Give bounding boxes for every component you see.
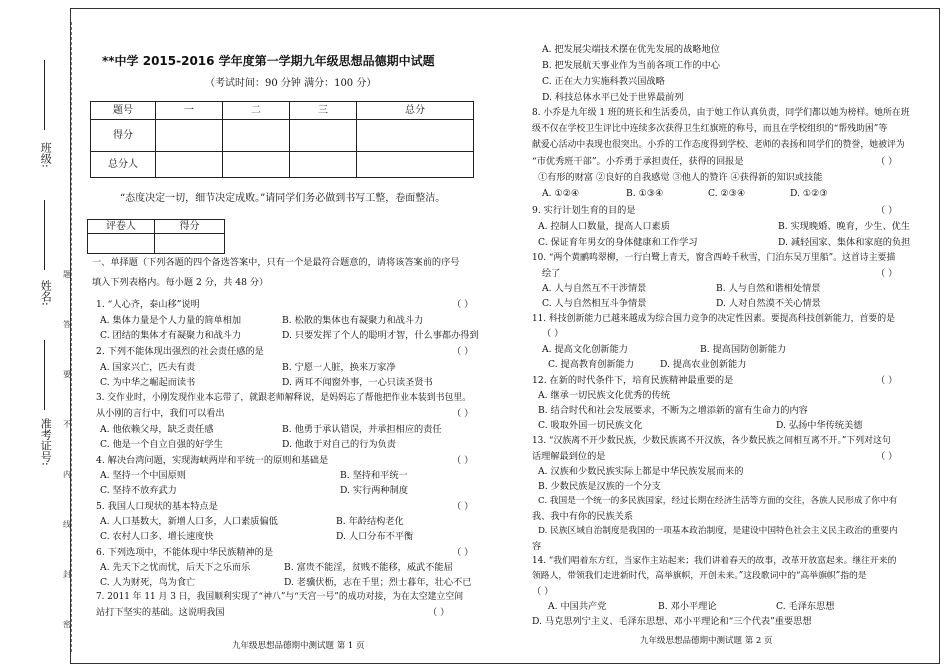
footer-right: 九年级思想品德期中测试题 第 2 页: [640, 636, 773, 646]
option: A. 国家兴亡，匹夫有责: [100, 362, 196, 373]
score-header-cell: 二: [223, 102, 290, 120]
grader-label: 评卷人: [88, 220, 155, 234]
answer-bracket[interactable]: （ ）: [452, 408, 474, 419]
answer-bracket[interactable]: （ ）: [452, 455, 474, 466]
answer-bracket[interactable]: （ ）: [876, 375, 898, 386]
option: D. ①②③: [790, 188, 828, 199]
score-row-label: 得分: [91, 120, 156, 152]
question-stem: 3. 交作业时，小刚发现作业本忘带了，就跟老师解释说，是妈妈忘了帮他把作业本装到书包里。: [96, 393, 472, 403]
option: C. 为中华之崛起而读书: [100, 377, 196, 388]
option: C. 我国是一个统一的多民族国家，经过长期在经济生活等方面的交往，各族人民形成了你中有: [538, 496, 898, 506]
class-label: 班级:: [39, 142, 53, 168]
question-stem: 话理解最到位的是: [532, 451, 606, 462]
question-stem: 5. 我国人口现状的基本特点是: [96, 501, 218, 512]
option: D. 减轻国家、集体和家庭的负担: [778, 237, 911, 248]
option: 容: [532, 541, 542, 552]
option: A. 集体力量是个人力量的简单相加: [100, 315, 242, 326]
option: C. 坚持不放弃武力: [100, 485, 177, 496]
question-stem: 级不仅在学校卫生评比中连续多次获得卫生红旗班的称号，而且在学校组织的“帮残助困”等: [532, 124, 888, 134]
question-stem: 7. 2011 年 11 月 3 日，我国顺利实现了“神八”与“天宫一号”的成功对接，为在太空建立空间: [96, 592, 464, 602]
seal-char: 线: [63, 520, 71, 529]
grader-cell: [88, 234, 155, 254]
question-stem: 1. “人心齐，泰山移”说明: [96, 299, 200, 310]
id-field-line: [44, 340, 45, 410]
seal-char: 封: [63, 570, 71, 579]
option: A. 人口基数大，新增人口多，人口素质偏低: [100, 516, 278, 527]
seal-char: 内: [63, 470, 71, 479]
question-stem: 8. 小乔是九年级 1 班的班长和生活委员，由于她工作认真负责，同学们都以她为榜样。她所在班: [532, 108, 910, 118]
option: D. 两耳不闻窗外事，一心只读圣贤书: [282, 377, 433, 388]
score-row-label: 总分人: [91, 152, 156, 178]
score-cell: [156, 152, 223, 178]
option: D. 弘扬中华传统美德: [776, 420, 863, 431]
question-stem: 10. “两个黄鹂鸣翠柳，一行白鹭上青天，窗含西岭千秋雪，门泊东吴万里船”。这首诗主要描: [532, 253, 896, 263]
option: D. 提高农业创新能力: [660, 359, 747, 370]
option: A. 人与自然互不干涉情景: [542, 283, 647, 294]
option: A. 他依赖父母，缺乏责任感: [100, 424, 214, 435]
option: C. 正在大力实施科教兴国战略: [542, 76, 665, 87]
seal-char: 密: [63, 620, 71, 629]
question-stem: 11. 科技创新能力已越来越成为综合国力竞争的决定性因素。要提高科技创新能力，首要的是: [532, 314, 896, 324]
answer-bracket[interactable]: （ ）: [876, 156, 898, 167]
answer-bracket[interactable]: （ ）: [532, 586, 554, 597]
question-stem: 2. 下列不能体现出强烈的社会责任感的是: [96, 346, 264, 357]
option: B. 松散的集体也有凝聚力和战斗力: [282, 315, 424, 326]
option: B. 提高国防创新能力: [700, 344, 787, 355]
option: A. 提高文化创新能力: [542, 344, 628, 355]
exam-title: **中学 2015-2016 学年度第一学期九年级思想品德期中试题: [102, 54, 435, 68]
score-header-cell: 三: [290, 102, 357, 120]
option: B. 结合时代和社会发展要求，不断为之增添新的富有生命力的内容: [538, 405, 808, 416]
option: A. 汉族和少数民族实际上都是中华民族发展而来的: [538, 466, 744, 477]
option: C. 人与自然相互斗争情景: [542, 298, 647, 309]
option: B. 年龄结构老化: [336, 516, 404, 527]
name-label: 姓名:: [39, 280, 53, 306]
option: B. 把发展航天事业作为当前各项工作的中心: [542, 60, 720, 71]
section-heading: 一、单择题（下列各题的四个备选答案中，只有一个是最符合题意的，请将该答案前的序号: [92, 257, 460, 268]
class-field-line: [44, 60, 45, 130]
answer-bracket[interactable]: （ ）: [452, 346, 474, 357]
grader-table: [87, 219, 225, 254]
option: A. 控制人口数量，提高人口素质: [538, 221, 670, 232]
option: C. 人为财死，鸟为食亡: [100, 577, 196, 588]
score-cell: [357, 152, 474, 178]
option: D. 老骥伏枥，志在千里；烈士暮年，壮心不已: [284, 577, 472, 588]
question-stem: 13. “汉族离不开少数民族，少数民族离不开汉族，各少数民族之间相互离不开。”下列对这句: [532, 436, 891, 446]
option: C. 团结的集体才有凝聚力和战斗力: [100, 330, 242, 341]
id-label: 准考证号:: [39, 418, 53, 466]
score-table: [90, 101, 474, 178]
option: D. 人口分布不平衡: [336, 531, 414, 542]
option: C. ②③④: [708, 188, 746, 199]
answer-bracket[interactable]: （ ）: [452, 501, 474, 512]
score-cell: [290, 152, 357, 178]
seal-char: 题: [63, 270, 71, 279]
seal-dashed-line: [71, 22, 72, 652]
motto: “态度决定一切，细节决定成败。”请同学们务必做到书写工整，卷面整洁。: [120, 193, 446, 204]
option: A. 先天下之忧而忧，后天下之乐而乐: [100, 562, 251, 573]
score-cell: [290, 120, 357, 152]
footer-left: 九年级思想品德期中测试题 第 1 页: [232, 641, 365, 651]
question-stem: 从小刚的言行中，我们可以看出: [96, 408, 225, 419]
option: B. 坚持和平统一: [340, 470, 408, 481]
score-cell: [156, 120, 223, 152]
seal-char: 要: [63, 370, 71, 379]
option: A. 把发展尖端技术摆在优先发展的战略地位: [542, 44, 720, 55]
score-cell: [223, 152, 290, 178]
score-header-cell: 一: [156, 102, 223, 120]
option: C. 提高教育创新能力: [548, 359, 635, 370]
option: B. 宁愿一人脏，换来万家净: [282, 362, 396, 373]
option: A. ①②④: [542, 188, 580, 199]
option: D. 马克思列宁主义、毛泽东思想、邓小平理论和“三个代表”重要思想: [532, 616, 812, 627]
question-stem: 6. 下列选项中，不能体现中华民族精神的是: [96, 547, 274, 558]
option: B. 人与自然和谐相处情景: [716, 283, 821, 294]
grader-cell: [155, 234, 225, 254]
score-cell: [357, 120, 474, 152]
option: D. 人对自然漠不关心情景: [716, 298, 821, 309]
answer-bracket[interactable]: （ ）: [876, 205, 898, 216]
option: 我、我中有你的民族关系: [532, 511, 634, 522]
option: B. 邓小平理论: [658, 601, 717, 612]
grader-score-label: 得分: [155, 220, 225, 234]
exam-info: （考试时间：90 分钟 满分：100 分）: [205, 78, 377, 89]
option: B. 富贵不能淫，贫贱不能移，威武不能屈: [284, 562, 453, 573]
option: C. 吸取外国一切民族文化: [538, 420, 643, 431]
option: C. 他是一个自立自强的好学生: [100, 439, 223, 450]
option: C. 保证育年男女的身体健康和工作学习: [538, 237, 698, 248]
score-cell: [223, 120, 290, 152]
seal-char: 答: [63, 320, 71, 329]
score-header-cell: 题号: [91, 102, 156, 120]
seal-char: 不: [63, 420, 71, 429]
answer-bracket[interactable]: （ ）: [876, 268, 898, 279]
question-stem: 12. 在新的时代条件下，培育民族精神最重要的是: [532, 375, 734, 386]
option: D. 科技总体水平已处于世界最前列: [542, 92, 684, 103]
answer-bracket[interactable]: （ ）: [542, 328, 564, 339]
option: D. 实行两种制度: [340, 485, 409, 496]
option: B. 少数民族是汉族的一个分支: [538, 481, 661, 492]
option: A. 中国共产党: [548, 601, 607, 612]
option: C. 农村人口多、增长速度快: [100, 531, 214, 542]
question-stem: 9. 实行计划生育的目的是: [532, 205, 636, 216]
option: D. 民族区域自治制度是我国的一项基本政治制度，是建设中国特色社会主义民主政治的重要内: [538, 526, 898, 536]
answer-bracket[interactable]: （ ）: [428, 607, 450, 618]
option: B. ①③④: [626, 188, 664, 199]
score-header-cell: 总分: [357, 102, 474, 120]
option: B. 实现晚婚、晚育，少生、优生: [778, 221, 911, 232]
section-heading-2: 填入下列表格内。每小题 2 分，共 48 分）: [92, 277, 269, 288]
option: B. 他勇于承认错误，并承担相应的责任: [282, 424, 442, 435]
question-stem: 站打下坚实的基础。这说明我国: [96, 607, 225, 618]
question-stem: 4. 解决台湾问题，实现海峡两岸和平统一的原则和基础是: [96, 455, 329, 466]
choice-items: ①有形的财富 ②良好的自我感觉 ③他人的赞许 ④获得新的知识或技能: [538, 172, 823, 183]
question-stem: 领路人，带领我们走进新时代，高举旗帜，开创未来。”这段歌词中的“高举旗帜”指的是: [532, 571, 867, 581]
answer-bracket[interactable]: （ ）: [876, 451, 898, 462]
answer-bracket[interactable]: （ ）: [452, 547, 474, 558]
question-stem: 14. “我们唱着东方红，当家作主站起来；我们讲着春天的故事，改革开放富起来。继往开来的: [532, 556, 897, 566]
option: A. 坚持一个中国原则: [100, 470, 186, 481]
option: D. 他敢于对自己的行为负责: [282, 439, 396, 450]
question-stem: “市优秀班干部”。小乔勇于承担责任，获得的回报是: [532, 156, 744, 167]
option: A. 继承一切民族文化优秀的传统: [538, 390, 670, 401]
answer-bracket[interactable]: （ ）: [452, 299, 474, 310]
question-stem: 绘了: [542, 268, 561, 279]
option: D. 只要发挥了个人的聪明才智，什么事都办得到: [282, 330, 479, 341]
name-field-line: [44, 200, 45, 270]
question-stem: 献爱心活动中表现也很突出。小乔的工作态度得到学校、老师的表扬和同学们的赞誉，她被评为: [532, 140, 905, 150]
option: C. 毛泽东思想: [776, 601, 835, 612]
